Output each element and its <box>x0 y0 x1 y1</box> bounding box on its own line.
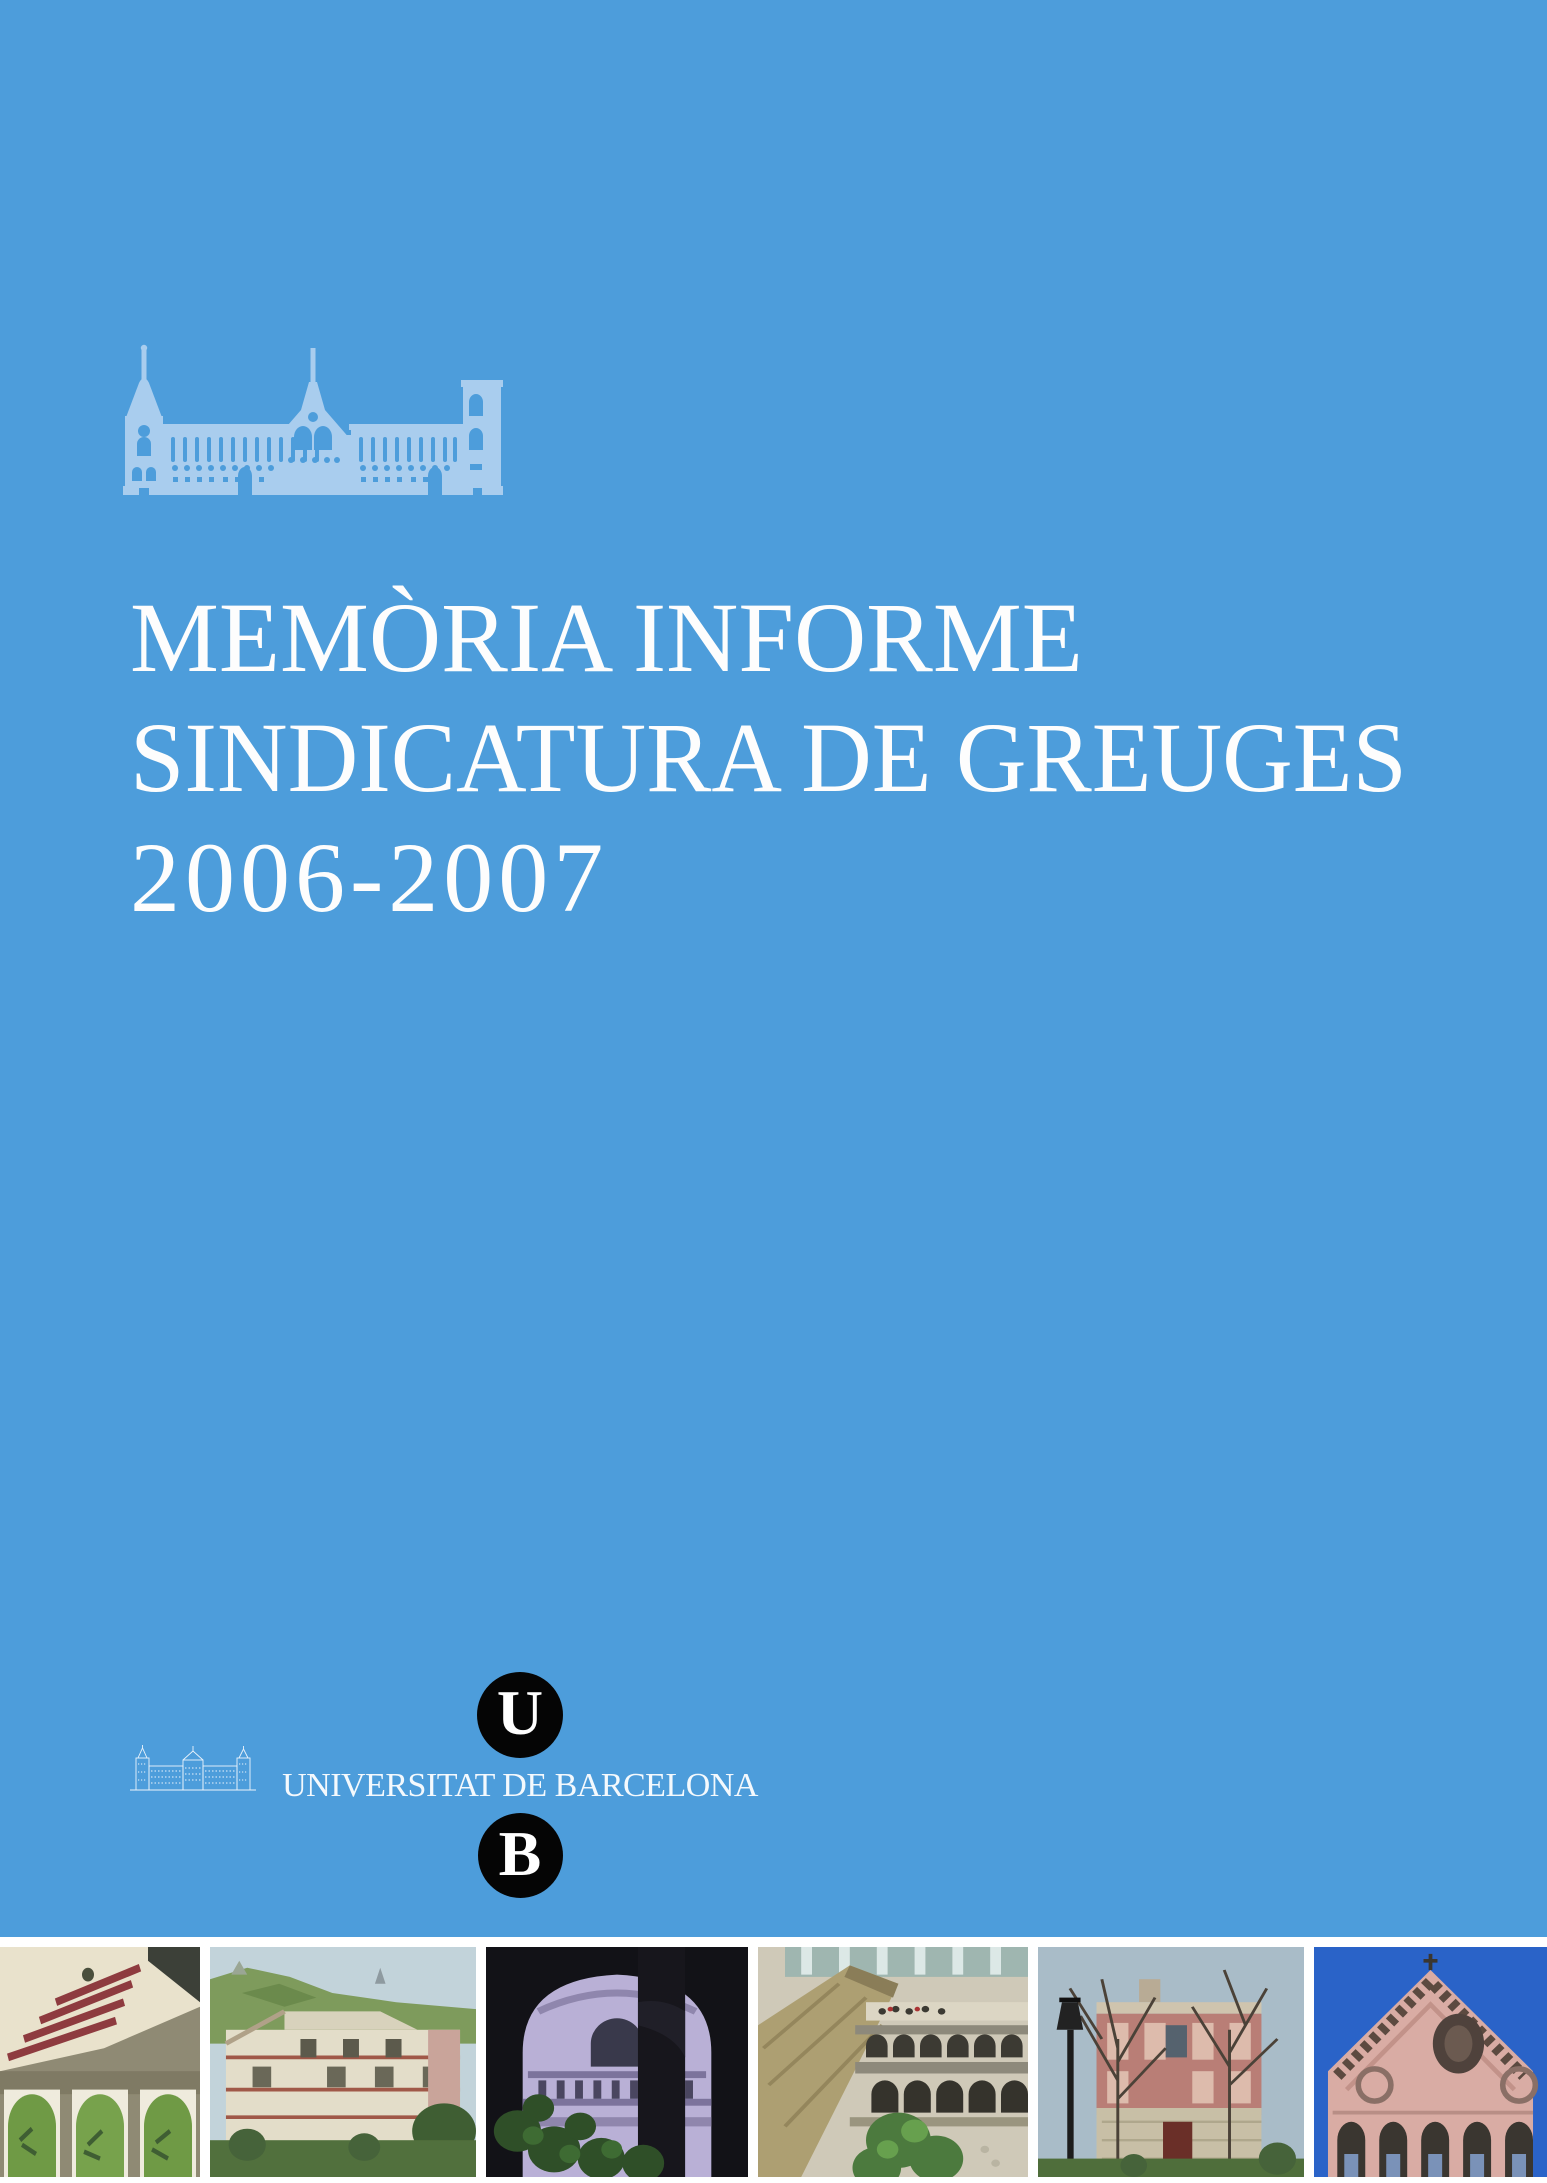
finca-hillside-photo <box>210 1947 476 2177</box>
ub-logo-letter-b: B <box>498 1817 542 1889</box>
university-name: UNIVERSITAT DE BARCELONA <box>282 1767 758 1804</box>
cover-title-line3: 2006-2007 <box>130 822 609 933</box>
ub-logo-circle-b <box>478 1813 563 1898</box>
cover-title <box>130 578 1436 938</box>
photo-strip <box>0 1937 1547 2183</box>
ub-building-outline-icon <box>128 1744 258 1792</box>
ub-building-silhouette <box>123 340 503 495</box>
cover-title-line2: SINDICATURA DE GREUGES <box>130 702 1407 813</box>
photo-row <box>0 1947 1547 2177</box>
ub-logo <box>282 1672 758 1898</box>
sgraffito-facade-photo <box>1038 1947 1304 2177</box>
courtyard-aerial-photo <box>758 1947 1028 2177</box>
gallery-ceiling-photo <box>0 1947 200 2177</box>
cover-title-line1: MEMÒRIA INFORME <box>130 582 1083 693</box>
cloister-arch-photo <box>486 1947 748 2177</box>
ub-logo-letter-u: U <box>496 1677 544 1748</box>
romanesque-gable-photo <box>1314 1947 1547 2177</box>
ub-logo-circle-u <box>477 1672 563 1758</box>
